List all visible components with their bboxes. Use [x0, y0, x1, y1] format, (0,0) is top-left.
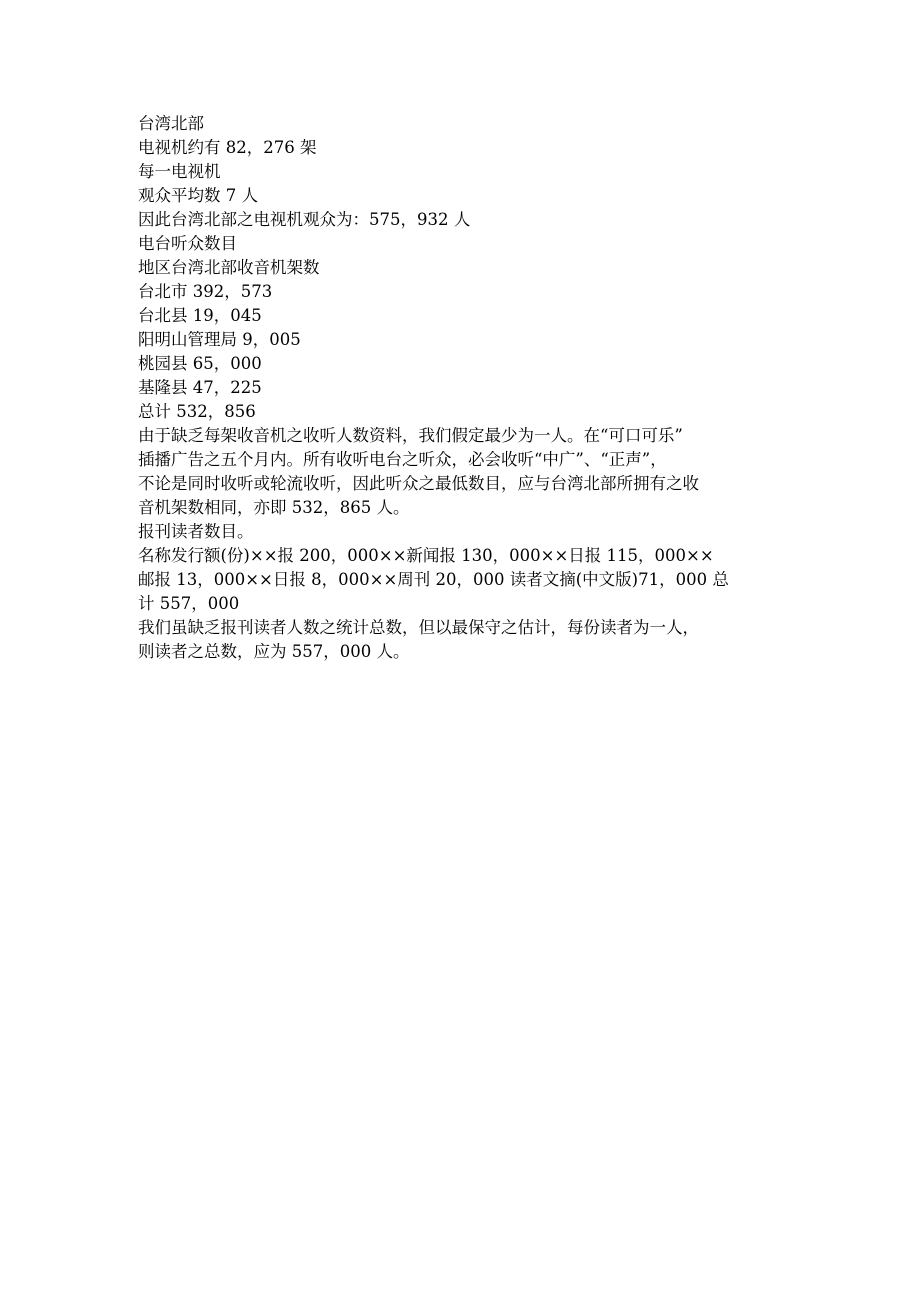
radio-table-header: 地区台湾北部收音机架数: [138, 258, 320, 277]
paragraph-line: 则读者之总数，应为 557，000 人。: [138, 642, 410, 661]
paragraph-line: 音机架数相同，亦即 532，865 人。: [138, 498, 410, 517]
circulation-paragraph: [138, 544, 788, 616]
radio-row-keelung: 基隆县 47，225: [138, 378, 262, 397]
radio-total: 总计 532，856: [138, 402, 256, 421]
paragraph-line: 不论是同时收听或轮流收听，因此听众之最低数目，应与台湾北部所拥有之收: [138, 474, 699, 493]
paragraph-line: 由于缺乏每架收音机之收听人数资料，我们假定最少为一人。在“可口可乐”: [138, 426, 683, 445]
radio-row-taoyuan: 桃园县 65，000: [138, 354, 262, 373]
radio-row-yangmingshan: 阳明山管理局 9，005: [138, 330, 301, 349]
paragraph-line: 名称发行额(份)××报 200，000××新闻报 130，000××日报 115，000××: [138, 546, 714, 565]
paragraph-line: 邮报 13，000××日报 8，000××周刊 20，000 读者文摘(中文版)71，000 总: [138, 570, 729, 589]
per-tv-line: 每一电视机: [138, 162, 221, 181]
radio-row-taipei-county: 台北县 19，045: [138, 306, 262, 325]
tv-count-line: 电视机约有 82，276 架: [138, 138, 317, 157]
paragraph-line: 我们虽缺乏报刊读者人数之统计总数，但以最保守之估计，每份读者为一人，: [138, 618, 699, 637]
tv-audience-line: 因此台湾北部之电视机观众为：575，932 人: [138, 210, 471, 229]
avg-viewers-line: 观众平均数 7 人: [138, 186, 258, 205]
paragraph-line: 插播广告之五个月内。所有收听电台之听众，必会收听“中广”、“正声”，: [138, 450, 667, 469]
radio-heading: 电台听众数目: [138, 234, 237, 253]
section-title: 台湾北部: [138, 114, 204, 133]
radio-row-taipei-city: 台北市 392，573: [138, 282, 273, 301]
radio-paragraph: [138, 424, 788, 520]
readers-paragraph: [138, 616, 788, 664]
document-page: [138, 112, 788, 664]
readers-heading: 报刊读者数目。: [138, 522, 254, 541]
paragraph-line: 计 557，000: [138, 594, 240, 613]
